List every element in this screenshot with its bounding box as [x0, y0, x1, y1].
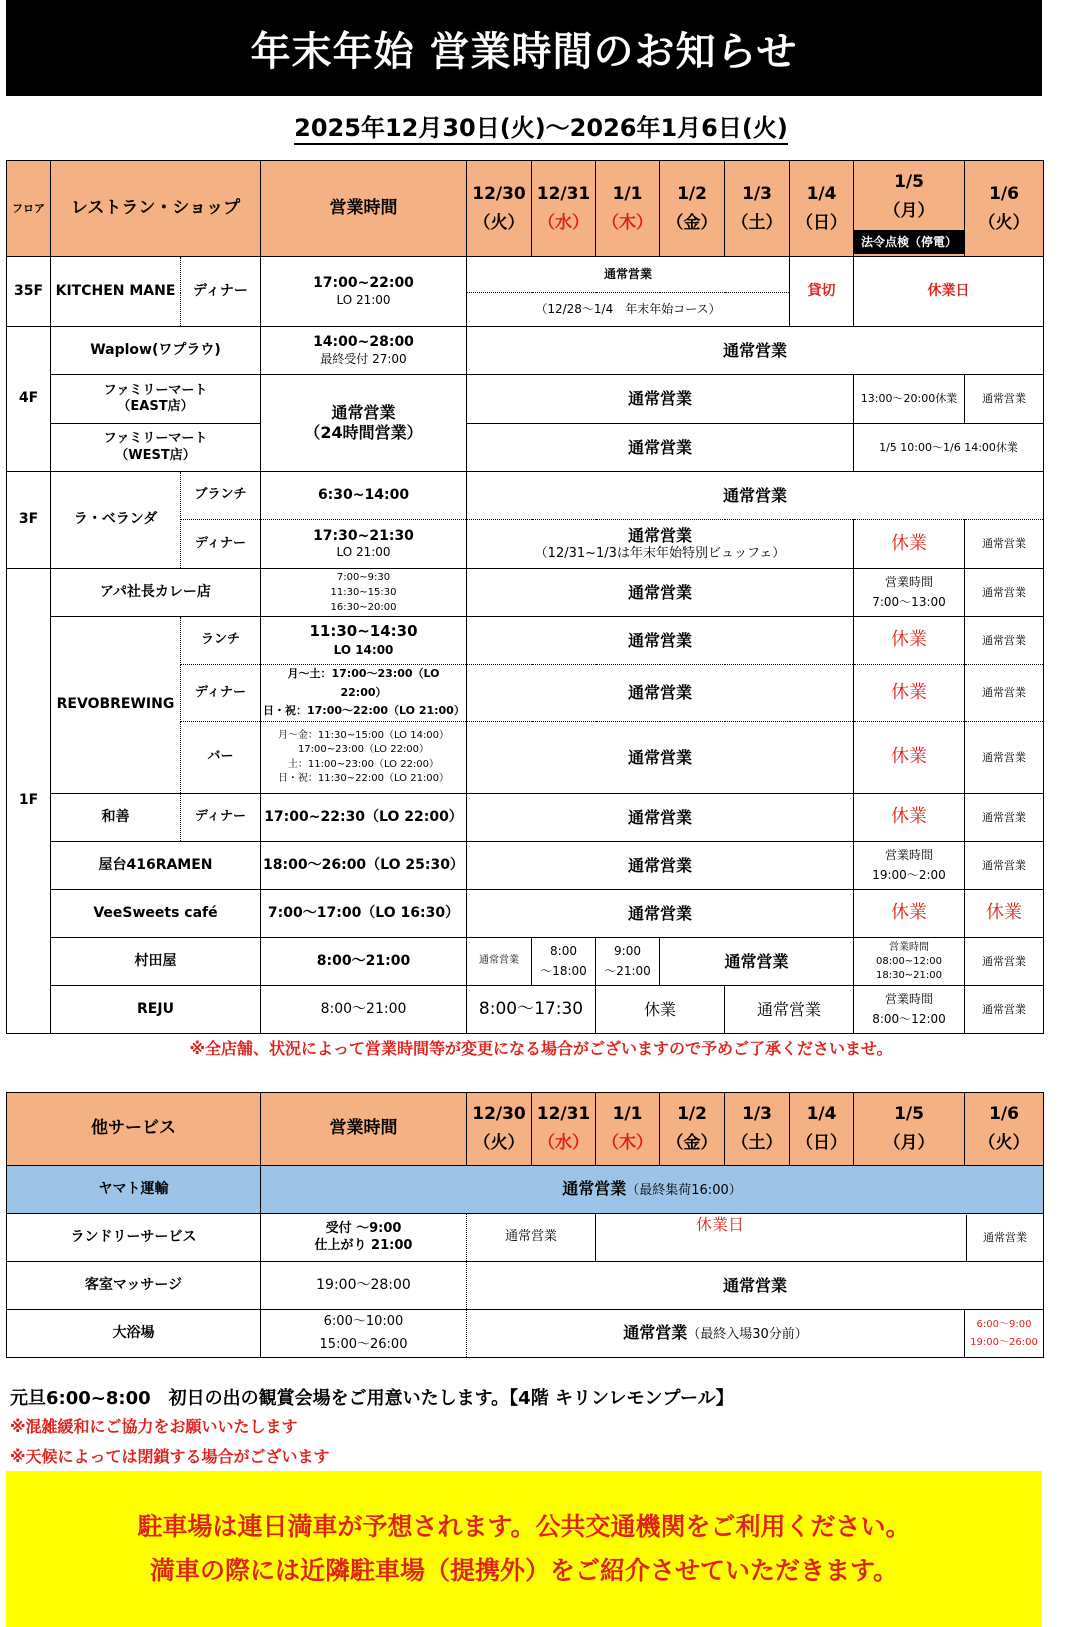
hours-cell: 17:30~21:30 LO 21:00	[261, 520, 467, 569]
hours-cell: 18:00～26:00（LO 25:30）	[261, 842, 467, 890]
service-name: 客室マッサージ	[7, 1262, 261, 1310]
meal-type: ディナー	[181, 794, 261, 842]
shop-name: REVOBREWING	[51, 617, 181, 794]
hours-cell: 月～土：17:00～23:00（LO 22:00） 日・祝：17:00～22:00（LO 21:00）	[261, 665, 467, 722]
status-normal: 通常営業	[467, 424, 854, 472]
service-name: ランドリーサービス	[7, 1214, 261, 1262]
status-normal: 通常営業	[725, 986, 854, 1034]
floor-3f: 3F	[7, 472, 51, 569]
status-normal: 通常営業	[467, 257, 790, 293]
status-normal: 通常営業（最終入場30分前）	[467, 1310, 965, 1358]
table-row-ramen	[7, 842, 1044, 890]
shop-name: アパ社長カレー店	[51, 569, 261, 617]
table-row-veesweets	[7, 890, 1044, 938]
status-normal: 通常営業	[965, 722, 1044, 794]
status-closed: 休業	[854, 520, 965, 569]
status-normal: 通常営業	[965, 938, 1044, 986]
date-header-0105: 1/5 （月） 法令点検（停電）	[854, 161, 965, 257]
date-header-1231: 12/31 （水）	[532, 161, 596, 257]
floor-4f: 4F	[7, 327, 51, 472]
status-special-hours: 営業時間 7:00～13:00	[854, 569, 965, 617]
meal-type: ディナー	[181, 257, 261, 327]
status-normal: 通常営業	[467, 842, 854, 890]
parking-line-2: 満車の際には近隣駐車場（提携外）をご紹介させていただきます。	[149, 1556, 898, 1585]
hours-header: 営業時間	[261, 1093, 467, 1166]
table-row-laundry	[7, 1214, 1044, 1262]
status-special-hours: 9:00 ～21:00	[596, 938, 660, 986]
meal-type: ディナー	[181, 520, 261, 569]
date-header-1230: 12/30 （火）	[467, 161, 532, 257]
shop-header: レストラン・ショップ	[51, 161, 261, 257]
status-normal: 通常営業	[467, 794, 854, 842]
status-normal: 通常営業	[965, 665, 1044, 722]
status-normal: 通常営業	[467, 569, 854, 617]
status-closed: 休業日	[854, 257, 1044, 327]
hours-cell: 11:30~14:30 LO 14:00	[261, 617, 467, 665]
status-closed: 休業	[854, 665, 965, 722]
hours-cell: 7:00～17:00（LO 16:30）	[261, 890, 467, 938]
hours-cell: 通常営業 （24時間営業）	[261, 375, 467, 472]
status-normal: 通常営業 （12/31~1/3は年末年始特別ビュッフェ）	[467, 520, 854, 569]
service-name: ヤマト運輸	[7, 1166, 261, 1214]
status-partial-closed: 13:00～20:00休業	[854, 375, 965, 424]
date-header-0106: 1/6 （火）	[965, 1093, 1044, 1166]
hours-cell: 17:00~22:00 LO 21:00	[261, 257, 467, 327]
shop-name: REJU	[51, 986, 261, 1034]
service-name: 大浴場	[7, 1310, 261, 1358]
status-normal: 通常営業	[467, 665, 854, 722]
date-header-0102: 1/2 （金）	[660, 161, 725, 257]
service-header: 他サービス	[7, 1093, 261, 1166]
status-partial-closed: 1/5 10:00～1/6 14:00休業	[854, 424, 1044, 472]
status-normal: 通常営業	[467, 1214, 596, 1262]
status-normal: 通常営業	[467, 472, 1044, 520]
hours-cell: 7:00~9:30 11:30~15:30 16:30~20:00	[261, 569, 467, 617]
status-special-hours: 8:00～17:30	[467, 986, 596, 1034]
shop-name: VeeSweets café	[51, 890, 261, 938]
status-normal: 通常営業	[467, 327, 1044, 375]
floor-35f: 35F	[7, 257, 51, 327]
inspection-note: 法令点検（停電）	[854, 230, 964, 254]
status-normal: 通常営業	[467, 375, 854, 424]
status-closed: 休業	[596, 986, 725, 1034]
shop-name: ファミリーマート （EAST店）	[51, 375, 261, 424]
shop-name: Waplow(ワプラウ)	[51, 327, 261, 375]
restaurant-hours-table	[6, 160, 1044, 1034]
hours-cell: 8:00～21:00	[261, 938, 467, 986]
meal-type: ディナー	[181, 665, 261, 722]
hours-cell: 19:00～28:00	[261, 1262, 467, 1310]
date-header-0105: 1/5 （月）	[854, 1093, 965, 1166]
status-closed: 休業	[965, 890, 1044, 938]
status-normal: 通常営業（最終集荷16:00）	[261, 1166, 1044, 1214]
date-header-1231: 12/31 （水）	[532, 1093, 596, 1166]
date-header-0104: 1/4 （日）	[790, 1093, 854, 1166]
floor-1f: 1F	[7, 569, 51, 1034]
meal-type: ランチ	[181, 617, 261, 665]
hours-cell: 8:00～21:00	[261, 986, 467, 1034]
status-special-hours: 6:00～9:00 19:00～26:00	[965, 1310, 1044, 1358]
shop-name: ファミリーマート （WEST店）	[51, 424, 261, 472]
status-normal: 通常営業	[467, 938, 532, 986]
sunrise-event-note: 元旦6:00~8:00 初日の出の観賞会場をご用意いたします。【4階 キリンレモンプール】	[10, 1388, 734, 1409]
header-row	[7, 1093, 1044, 1166]
date-header-0102: 1/2 （金）	[660, 1093, 725, 1166]
table-row-reju	[7, 986, 1044, 1034]
hours-cell: 月～金：11:30~15:00（LO 14:00） 17:00~23:00（LO 22:00） 土：11:00~23:00（LO 22:00） 日・祝：11:30~22:00（LO 21:00）	[261, 722, 467, 794]
parking-line-1: 駐車場は連日満車が予想されます。公共交通機関をご利用ください。	[137, 1512, 911, 1541]
congestion-note: ※混雑緩和にご協力をお願いいたします	[10, 1417, 298, 1436]
status-normal: 通常営業	[467, 617, 854, 665]
status-special-hours: 営業時間 08:00~12:00 18:30~21:00	[854, 938, 965, 986]
table-row-revo-lunch	[7, 617, 1044, 665]
table-row-apa-curry	[7, 569, 1044, 617]
table-row-waplow	[7, 327, 1044, 375]
status-closed: 休業	[854, 890, 965, 938]
table-row-massage	[7, 1262, 1044, 1310]
shop-name: 村田屋	[51, 938, 261, 986]
meal-type: ブランチ	[181, 472, 261, 520]
table-row-bath	[7, 1310, 1044, 1358]
status-normal: 通常営業	[965, 375, 1044, 424]
status-normal: 通常営業	[965, 842, 1044, 890]
date-header-0101: 1/1 （木）	[596, 1093, 660, 1166]
status-special-hours: 営業時間 19:00～2:00	[854, 842, 965, 890]
status-normal: 通常営業	[467, 890, 854, 938]
status-normal: 通常営業	[467, 1262, 1044, 1310]
shop-name: 屋台416RAMEN	[51, 842, 261, 890]
status-normal: 通常営業	[467, 722, 854, 794]
floor-header: フロア	[7, 161, 51, 257]
status-private: 貸切	[790, 257, 854, 327]
meal-type: バー	[181, 722, 261, 794]
status-closed: 休業	[854, 617, 965, 665]
status-special-hours: 営業時間 8:00～12:00	[854, 986, 965, 1034]
date-range: 2025年12月30日(火)～2026年1月6日(火)	[0, 108, 1082, 143]
status-normal: 通常営業	[660, 938, 854, 986]
disclaimer-note: ※全店舗、状況によって営業時間等が変更になる場合がございますので予めご了承くださいませ。	[189, 1039, 893, 1058]
status-normal: 通常営業	[965, 794, 1044, 842]
date-header-1230: 12/30 （火）	[467, 1093, 532, 1166]
status-special-hours: 8:00 ～18:00	[532, 938, 596, 986]
date-header-0101: 1/1 （木）	[596, 161, 660, 257]
status-normal: 通常営業	[965, 569, 1044, 617]
status-closed: 休業日 通常営業	[596, 1214, 1044, 1262]
date-header-0104: 1/4 （日）	[790, 161, 854, 257]
hours-cell: 6:30~14:00	[261, 472, 467, 520]
table-row-familymart-east	[7, 375, 1044, 424]
shop-name: KITCHEN MANE	[51, 257, 181, 327]
hours-cell: 6:00～10:00 15:00～26:00	[261, 1310, 467, 1358]
table-row-murataya	[7, 938, 1044, 986]
date-header-0106: 1/6 （火）	[965, 161, 1044, 257]
weather-note: ※天候によっては閉鎖する場合がございます	[10, 1447, 330, 1466]
hours-header: 営業時間	[261, 161, 467, 257]
table-row-yamato	[7, 1166, 1044, 1214]
parking-banner	[6, 1471, 1042, 1627]
date-header-0103: 1/3 （土）	[725, 161, 790, 257]
hours-cell: 受付 ～9:00 仕上がり 21:00	[261, 1214, 467, 1262]
shop-name: ラ・ベランダ	[51, 472, 181, 569]
shop-name: 和善	[51, 794, 181, 842]
course-note: （12/28～1/4 年末年始コース）	[467, 293, 790, 327]
table-row-kitchen-mane	[7, 257, 1044, 293]
status-closed: 休業	[854, 794, 965, 842]
services-hours-table	[6, 1092, 1044, 1358]
table-row-familymart-west	[7, 424, 1044, 472]
hours-cell: 17:00~22:30（LO 22:00）	[261, 794, 467, 842]
status-normal: 通常営業	[965, 520, 1044, 569]
table-row-veranda-brunch	[7, 472, 1044, 520]
status-normal: 通常営業	[966, 1215, 1043, 1261]
status-normal: 通常営業	[965, 617, 1044, 665]
page-title: 年末年始 営業時間のお知らせ	[6, 0, 1042, 96]
hours-cell: 14:00~28:00 最終受付 27:00	[261, 327, 467, 375]
status-normal: 通常営業	[965, 986, 1044, 1034]
date-header-0103: 1/3 （土）	[725, 1093, 790, 1166]
status-closed: 休業	[854, 722, 965, 794]
table-row-wazen	[7, 794, 1044, 842]
header-row	[7, 161, 1044, 257]
